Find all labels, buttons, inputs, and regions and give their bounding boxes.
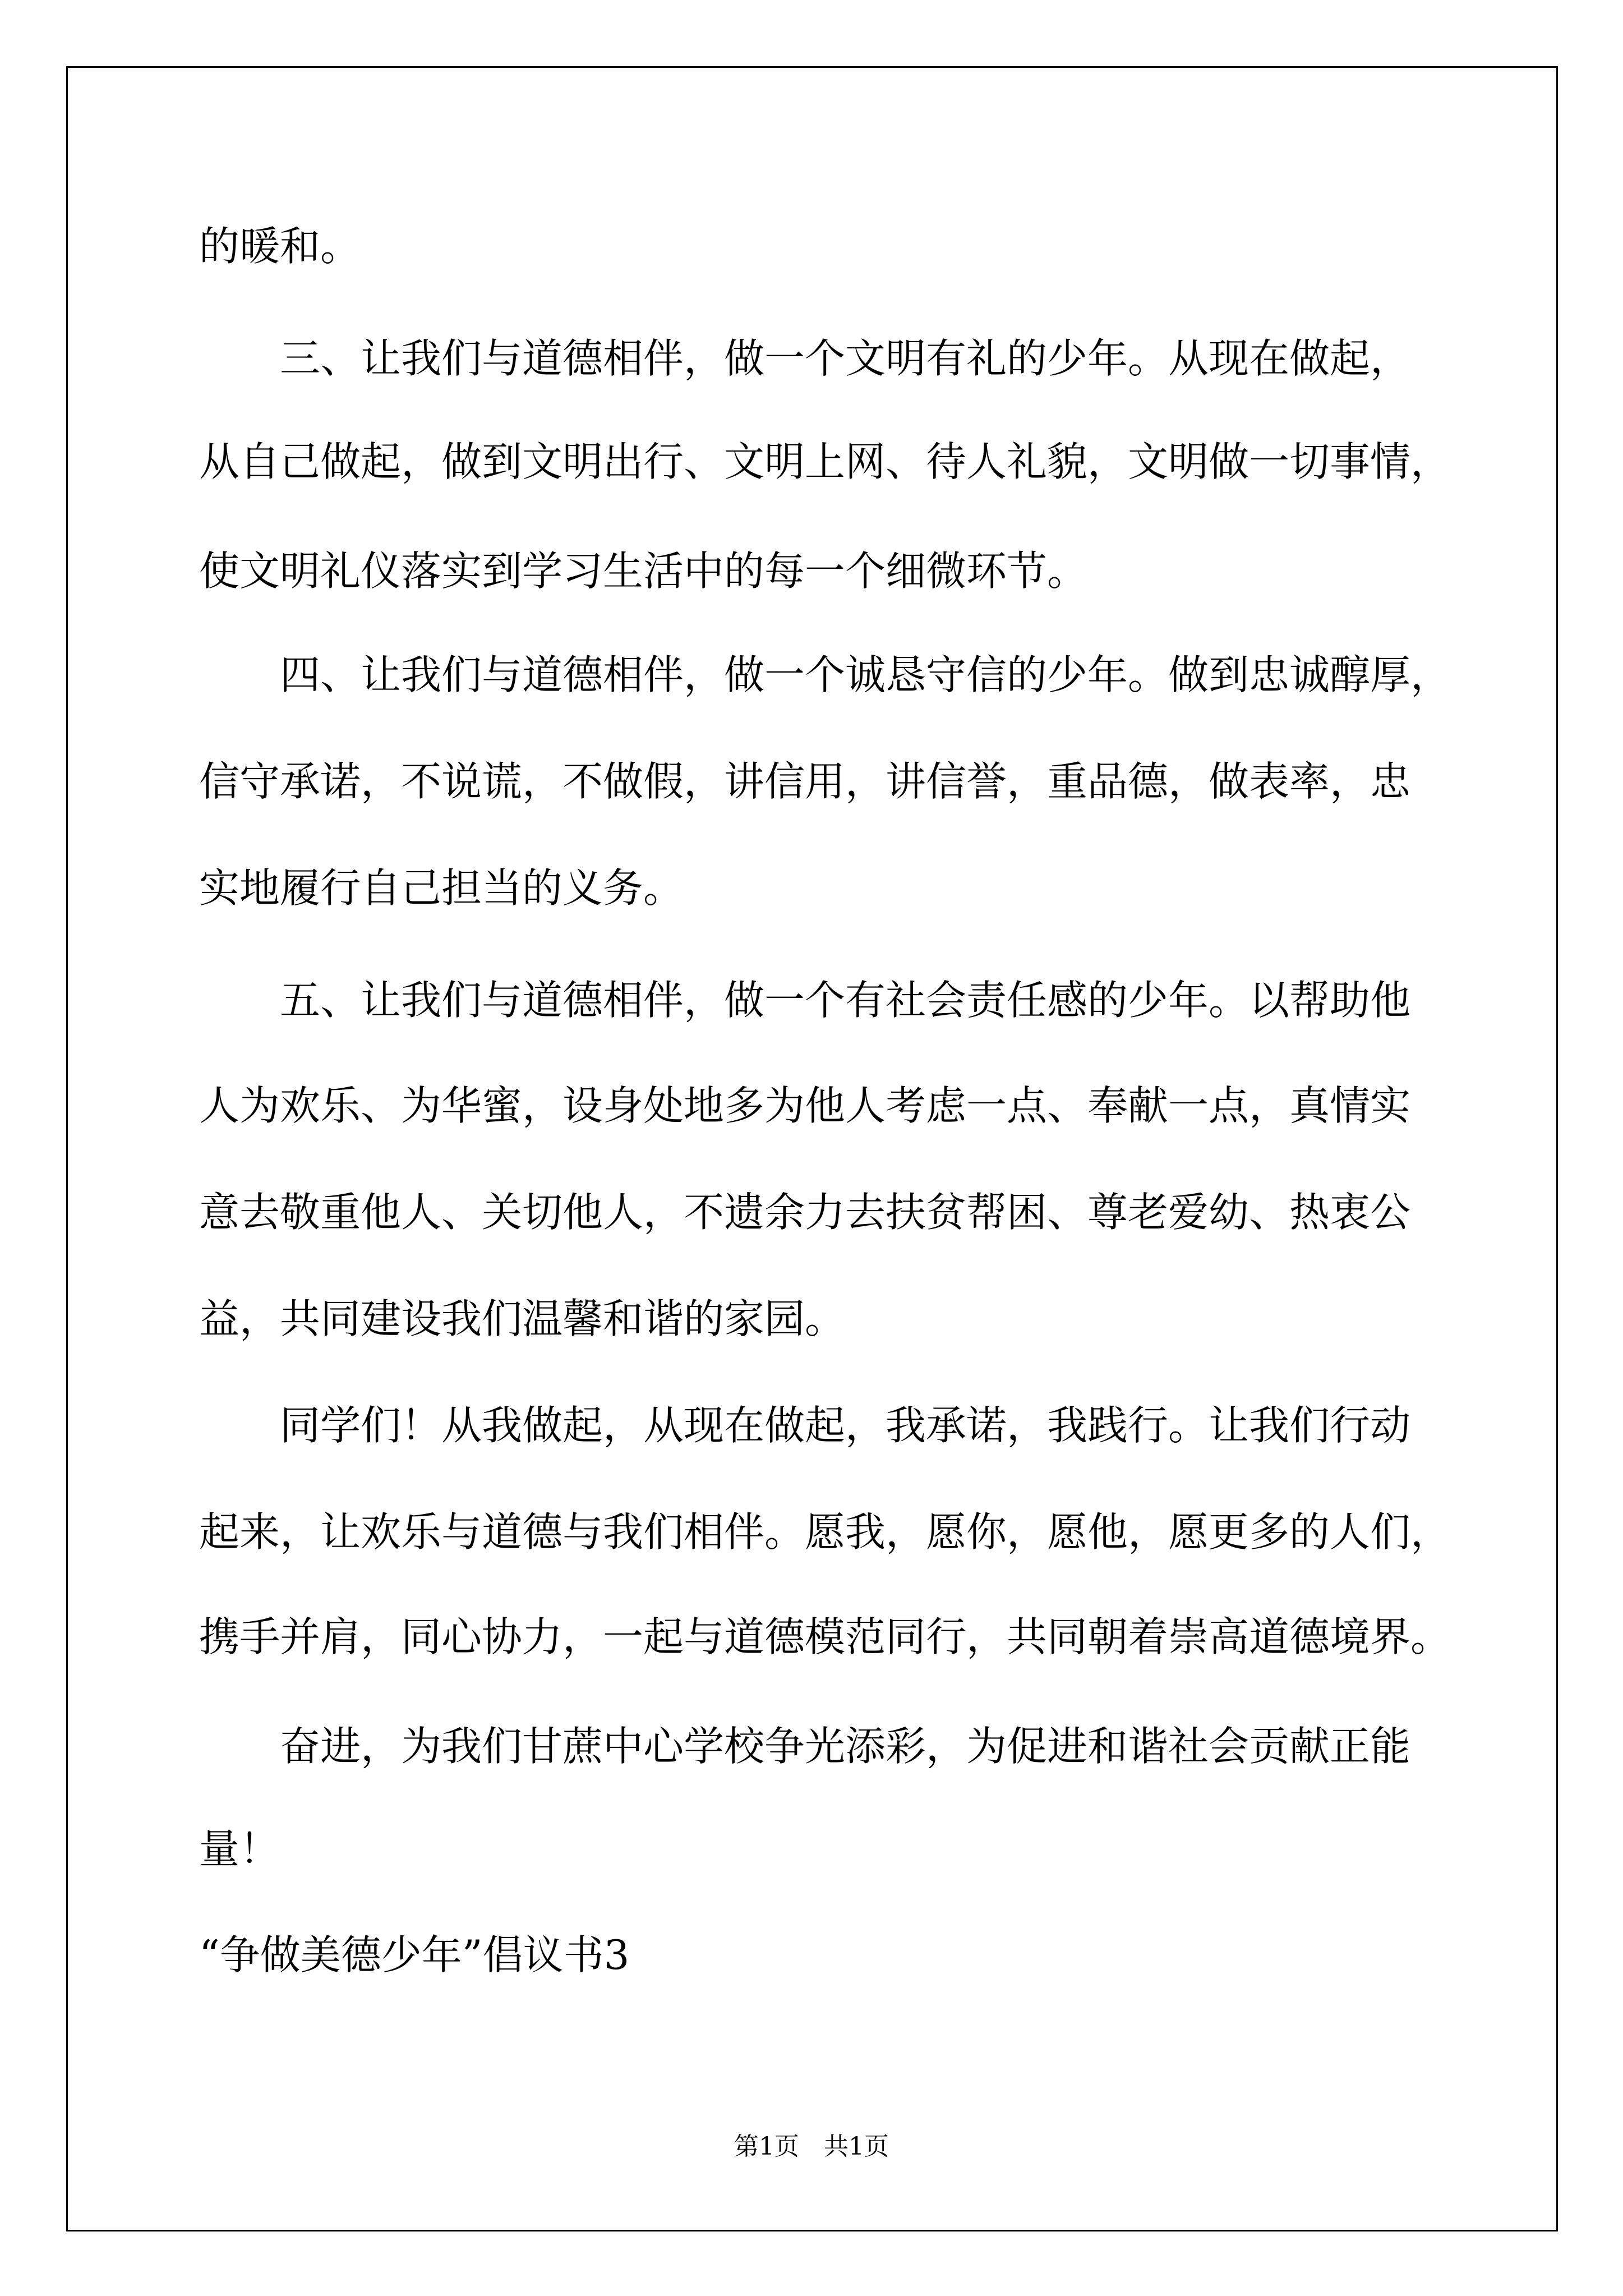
body-text-line: 人为欢乐、为华蜜，设身处地多为他人考虑一点、奉献一点，真情实 (199, 1082, 1411, 1129)
body-text-line: 信守承诺，不说谎，不做假，讲信用，讲信誉，重品德，做表率，忠 (199, 758, 1411, 805)
section-heading: “争做美德少年”倡议书3 (199, 1931, 630, 1978)
body-text-line: 实地履行自己担当的义务。 (199, 864, 684, 912)
body-text-line: 奋进，为我们甘蔗中心学校争光添彩，为促进和谐社会贡献正能 (280, 1723, 1411, 1770)
body-text-line: 的暖和。 (199, 223, 361, 270)
body-text-line: 五、让我们与道德相伴，做一个有社会责任感的少年。以帮助他 (280, 977, 1411, 1024)
body-text-line: 携手并肩，同心协力，一起与道德模范同行，共同朝着崇高道德境界。 (199, 1613, 1451, 1660)
body-text-line: 三、让我们与道德相伴，做一个文明有礼的少年。从现在做起， (280, 335, 1411, 382)
body-text-line: 意去敬重他人、关切他人，不遗余力去扶贫帮困、尊老爱幼、热衷公 (199, 1189, 1411, 1236)
body-text-line: 量！ (199, 1825, 280, 1872)
body-text-line: 从自己做起，做到文明出行、文明上网、待人礼貌，文明做一切事情， (199, 438, 1451, 485)
body-text-line: 四、让我们与道德相伴，做一个诚恳守信的少年。做到忠诚醇厚， (280, 651, 1451, 698)
body-text-line: 益，共同建设我们温馨和谐的家园。 (199, 1295, 846, 1342)
page-footer: 第1页 共1页 (734, 2132, 889, 2161)
body-text-line: 起来，让欢乐与道德与我们相伴。愿我，愿你，愿他，愿更多的人们， (199, 1508, 1451, 1556)
page-border (66, 66, 1558, 2231)
body-text-line: 同学们！从我做起，从现在做起，我承诺，我践行。让我们行动 (280, 1402, 1411, 1449)
body-text-line: 使文明礼仪落实到学习生活中的每一个细微环节。 (199, 547, 1088, 595)
